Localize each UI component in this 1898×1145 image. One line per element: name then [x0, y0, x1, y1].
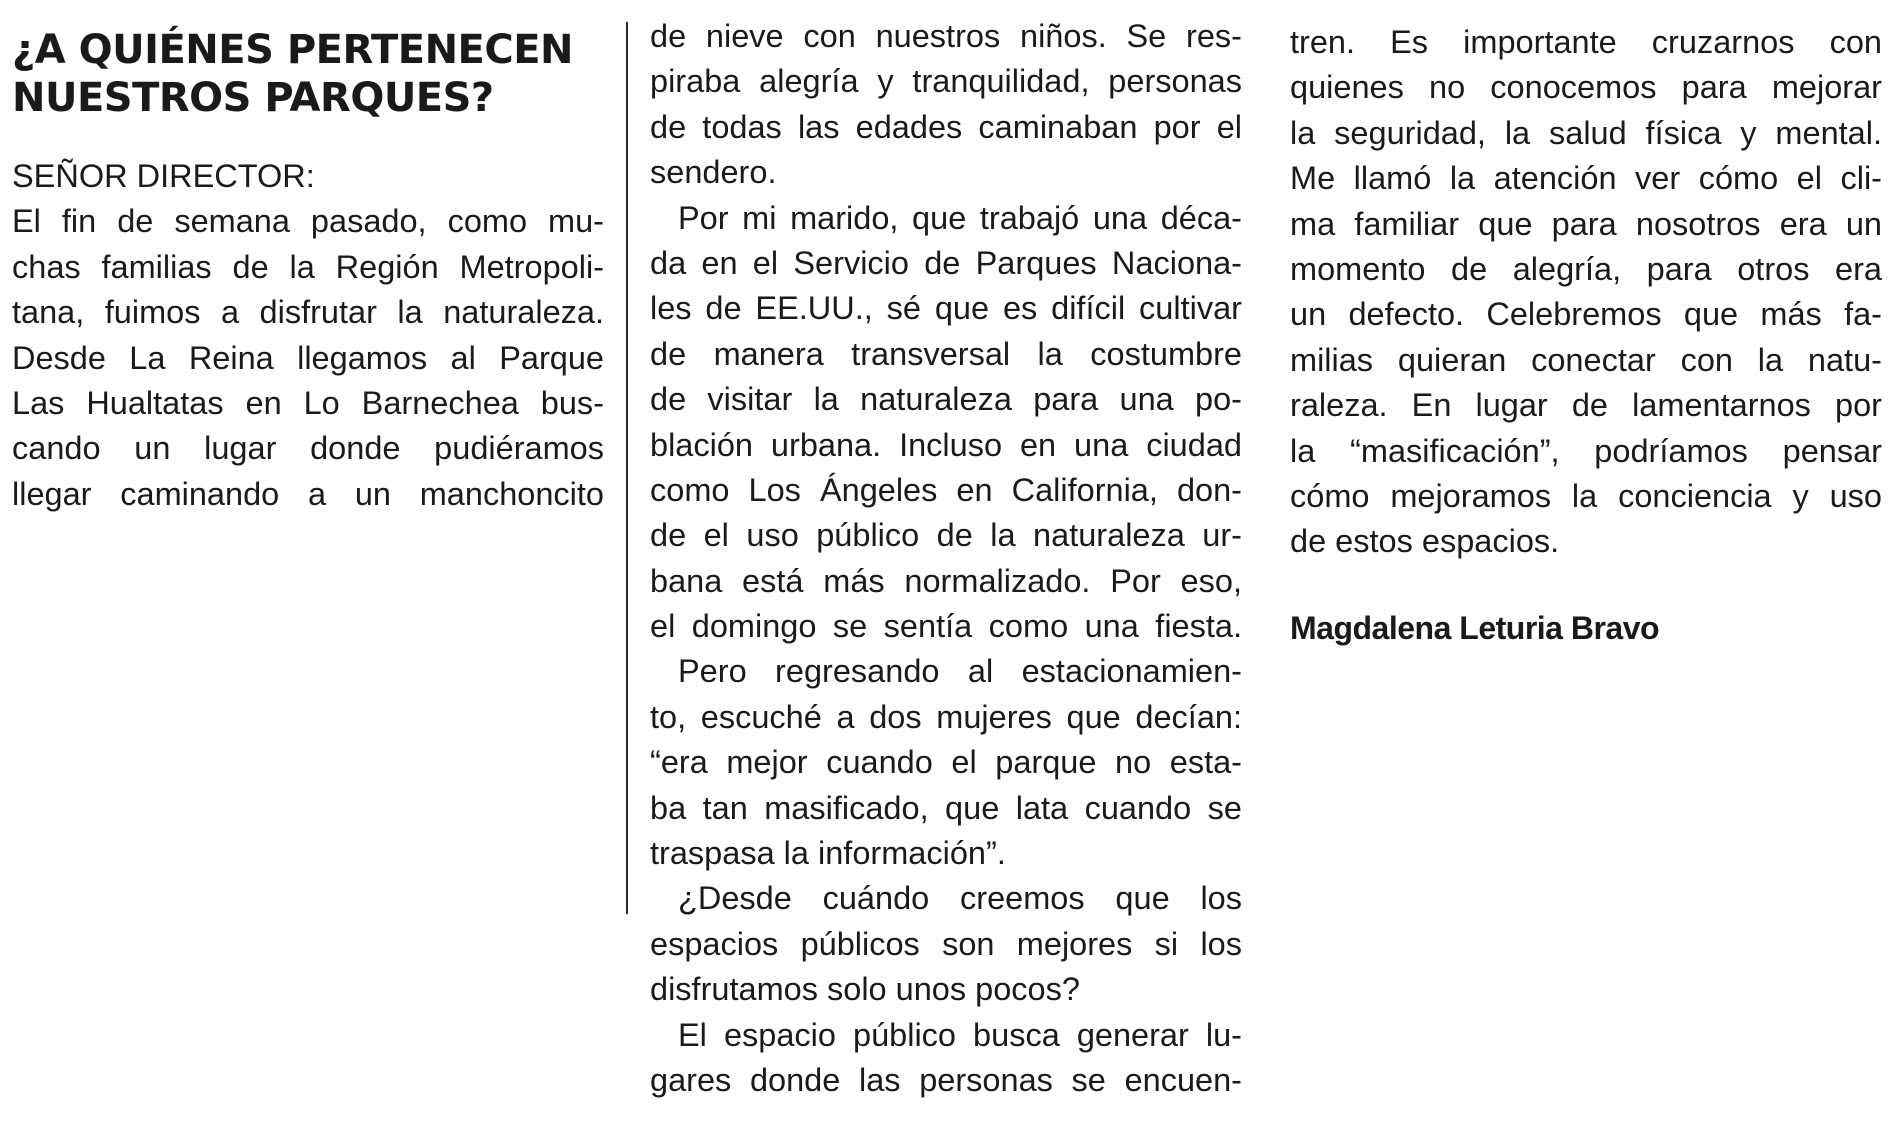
body-line: blación urbana. Incluso en una ciudad	[650, 426, 1242, 463]
body-line: cando un lugar donde pudiéramos	[12, 430, 604, 467]
body-line: un defecto. Celebremos que más fa-	[1290, 296, 1882, 333]
body-line: Las Hualtatas en Lo Barnechea bus-	[12, 384, 604, 421]
body-line: de visitar la naturaleza para una po-	[650, 381, 1242, 418]
salutation: SEÑOR DIRECTOR:	[12, 158, 315, 194]
body-line: tana, fuimos a disfrutar la naturaleza.	[12, 294, 604, 331]
body-line: la seguridad, la salud física y mental.	[1290, 114, 1882, 151]
body-line: quienes no conocemos para mejorar	[1290, 69, 1882, 106]
body-line: de manera transversal la costumbre	[650, 335, 1242, 372]
body-line: to, escuché a dos mujeres que decían:	[650, 698, 1242, 735]
body-line: bana está más normalizado. Por eso,	[650, 562, 1242, 599]
body-line: llegar caminando a un manchoncito	[12, 475, 604, 512]
headline-line: NUESTROS PARQUES?	[12, 75, 494, 121]
column-3	[1290, 0, 1882, 1145]
body-line: de nieve con nuestros niños. Se res-	[650, 18, 1242, 54]
body-line: milias quieran conectar con la natu-	[1290, 341, 1882, 378]
body-line: la “masificación”, podríamos pensar	[1290, 432, 1882, 469]
body-line: Me llamó la atención ver cómo el cli-	[1290, 160, 1882, 197]
body-line: traspasa la información”.	[650, 835, 1006, 872]
body-line: de estos espacios.	[1290, 523, 1560, 560]
body-line: Pero regresando al estacionamien-	[678, 653, 1242, 690]
body-line: disfrutamos solo unos pocos?	[650, 971, 1080, 1008]
body-line: momento de alegría, para otros era	[1290, 250, 1882, 287]
body-line: tren. Es importante cruzarnos con	[1290, 24, 1882, 60]
body-line: Desde La Reina llegamos al Parque	[12, 339, 604, 376]
body-line: El fin de semana pasado, como mu-	[12, 203, 604, 240]
column-2	[650, 0, 1242, 1145]
body-line: cómo mejoramos la conciencia y uso	[1290, 477, 1882, 514]
body-line: como Los Ángeles en California, don-	[650, 471, 1242, 508]
body-line: gares donde las personas se encuen-	[650, 1061, 1242, 1098]
body-line: les de EE.UU., sé que es difícil cultivar	[650, 290, 1242, 327]
body-line: de el uso público de la naturaleza ur-	[650, 517, 1242, 554]
body-line: sendero.	[650, 154, 777, 191]
headline-line: ¿A QUIÉNES PERTENECEN	[12, 27, 574, 73]
body-line: ¿Desde cuándo creemos que los	[678, 880, 1242, 917]
signature: Magdalena Leturia Bravo	[1290, 609, 1660, 646]
column-divider	[626, 22, 628, 914]
body-line: ba tan masificado, que lata cuando se	[650, 789, 1242, 826]
body-line: El espacio público busca generar lu-	[678, 1016, 1242, 1053]
body-line: Por mi marido, que trabajó una déca-	[678, 199, 1242, 236]
body-line: da en el Servicio de Parques Naciona-	[650, 244, 1242, 281]
headline	[12, 26, 604, 122]
body-line: piraba alegría y tranquilidad, personas	[650, 63, 1242, 100]
body-line: el domingo se sentía como una fiesta.	[650, 608, 1242, 645]
body-line: de todas las edades caminaban por el	[650, 108, 1242, 145]
body-line: chas familias de la Región Metropoli-	[12, 248, 604, 285]
body-line: raleza. En lugar de lamentarnos por	[1290, 387, 1882, 424]
body-line: “era mejor cuando el parque no esta-	[650, 744, 1242, 781]
column-1	[12, 0, 604, 1145]
body-line: ma familiar que para nosotros era un	[1290, 205, 1882, 242]
body-line: espacios públicos son mejores si los	[650, 925, 1242, 962]
